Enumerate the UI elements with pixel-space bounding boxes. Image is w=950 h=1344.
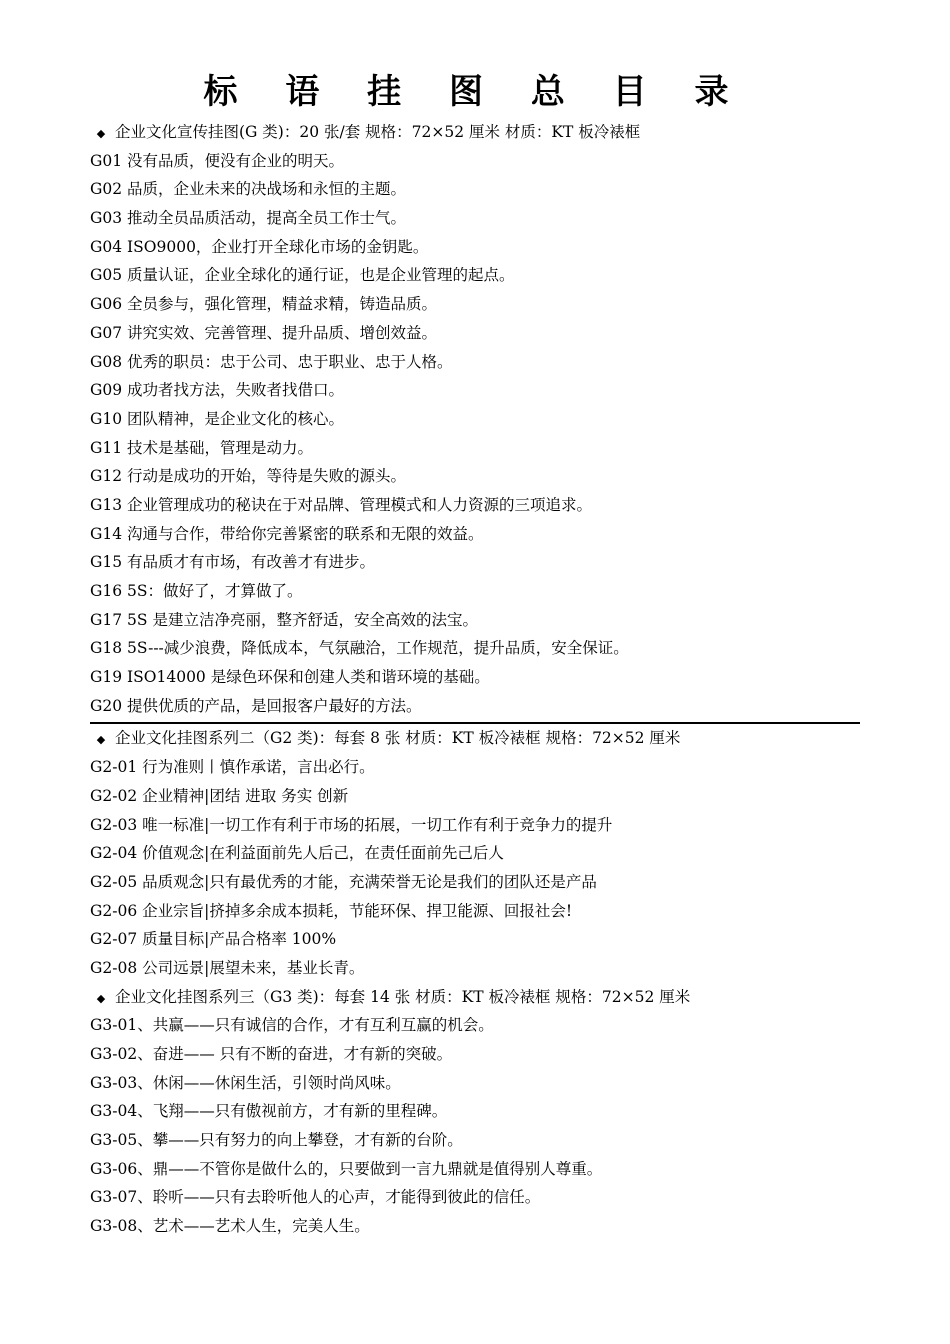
list-item: G3-05、攀——只有努力的向上攀登，才有新的台阶。	[90, 1131, 463, 1150]
list-item: G08 优秀的职员：忠于公司、忠于职业、忠于人格。	[90, 352, 453, 371]
section-header-text: 企业文化挂图系列二（G2 类)：每套 8 张 材质：KT 板冷裱框 规格：72×52 厘米	[114, 729, 681, 748]
section-header	[90, 118, 870, 147]
section-header-text: 企业文化宣传挂图(G 类)：20 张/套 规格：72×52 厘米 材质：KT 板冷裱框	[114, 123, 641, 141]
diamond-bullet-icon: ◆	[96, 127, 106, 140]
list-item: G09 成功者找方法，失败者找借口。	[90, 381, 345, 400]
list-item: G14 沟通与合作，带给你完善紧密的联系和无限的效益。	[90, 524, 484, 543]
list-item: G16 5S：做好了，才算做了。	[90, 582, 303, 600]
list-item: G20 提供优质的产品，是回报客户最好的方法。	[90, 696, 422, 715]
list-item: G04 ISO9000，企业打开全球化市场的金钥匙。	[90, 237, 429, 256]
list-item: G15 有品质才有市场，有改善才有进步。	[90, 553, 376, 572]
list-item: G3-01、共赢——只有诚信的合作，才有互利互赢的机会。	[90, 1016, 494, 1035]
list-item: G3-06、鼎——不管你是做什么的，只要做到一言九鼎就是值得别人尊重。	[90, 1159, 603, 1178]
list-item: G2-06 企业宗旨|挤掉多余成本损耗，节能环保、捍卫能源、回报社会!	[90, 901, 573, 920]
list-item: G18 5S---减少浪费，降低成本，气氛融洽，工作规范，提升品质，安全保证。	[90, 639, 629, 658]
list-item: G05 质量认证，企业全球化的通行证，也是企业管理的起点。	[90, 266, 515, 285]
list-item: G11 技术是基础，管理是动力。	[90, 438, 314, 457]
list-item: G01 没有品质，便没有企业的明天。	[90, 151, 345, 170]
list-item: G3-08、艺术——艺术人生，完美人生。	[90, 1217, 370, 1236]
list-item: G06 全员参与，强化管理，精益求精，铸造品质。	[90, 295, 438, 314]
list-item: G13 企业管理成功的秘诀在于对品牌、管理模式和人力资源的三项追求。	[90, 495, 593, 514]
page-title: 标 语 挂 图 总 目 录	[203, 72, 747, 112]
list-item: G19 ISO14000 是绿色环保和创建人类和谐环境的基础。	[90, 668, 490, 687]
list-item: G3-04、飞翔——只有傲视前方，才有新的里程碑。	[90, 1102, 448, 1121]
section-header	[90, 983, 870, 1012]
list-item: G2-08 公司远景|展望未来，基业长青。	[90, 958, 365, 977]
list-item: G3-07、聆听——只有去聆听他人的心声，才能得到彼此的信任。	[90, 1188, 541, 1207]
section-header	[90, 724, 870, 753]
list-item: G2-05 品质观念|只有最优秀的才能，充满荣誉无论是我们的团队还是产品	[90, 872, 597, 891]
list-item: G3-03、休闲——休闲生活，引领时尚风味。	[90, 1073, 401, 1092]
list-item: G17 5S 是建立洁净亮丽，整齐舒适，安全高效的法宝。	[90, 610, 478, 629]
list-item: G03 推动全员品质活动，提高全员工作士气。	[90, 209, 407, 228]
list-item: G2-04 价值观念|在利益面前先人后己，在责任面前先己后人	[90, 844, 504, 863]
diamond-bullet-icon: ◆	[96, 733, 106, 747]
list-item: G2-07 质量目标|产品合格率 100%	[90, 930, 337, 949]
document-content	[90, 118, 870, 1241]
list-item: G07 讲究实效、完善管理、提升品质、增创效益。	[90, 323, 438, 342]
list-item: G3-02、奋进—— 只有不断的奋进，才有新的突破。	[90, 1045, 453, 1063]
list-item: G2-02 企业精神|团结 进取 务实 创新	[90, 786, 349, 805]
section-header-text: 企业文化挂图系列三（G3 类)：每套 14 张 材质：KT 板冷裱框 规格：72×52 厘米	[114, 987, 691, 1006]
diamond-bullet-icon: ◆	[96, 991, 106, 1005]
list-item: G02 品质，企业未来的决战场和永恒的主题。	[90, 180, 407, 199]
list-item: G10 团队精神，是企业文化的核心。	[90, 409, 345, 428]
list-item: G12 行动是成功的开始，等待是失败的源头。	[90, 467, 407, 486]
list-item: G2-01 行为准则丨慎作承诺，言出必行。	[90, 758, 375, 777]
list-item: G2-03 唯一标准|一切工作有利于市场的拓展，一切工作有利于竞争力的提升	[90, 815, 613, 834]
